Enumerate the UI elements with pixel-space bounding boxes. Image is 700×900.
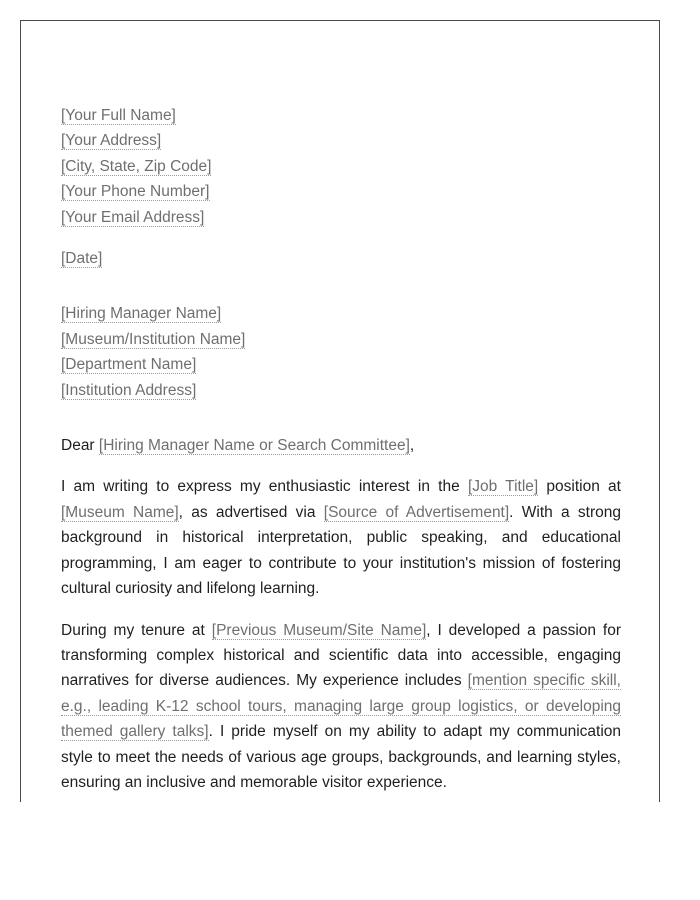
recipient-address: [Institution Address] — [61, 381, 197, 399]
para2-text-1: During my tenure at — [61, 621, 212, 639]
sender-city-state-zip: [City, State, Zip Code] — [61, 157, 212, 175]
para1-text-4: . With a strong background in historical interpretation, public speaking, and educational programming, I am eager to contribute to your institution's mission of fostering cultural curiosity and lifelong learning. — [61, 503, 621, 598]
salutation-prefix: Dear — [61, 437, 99, 455]
sender-phone: [Your Phone Number] — [61, 183, 210, 201]
letter-date: [Date] — [61, 250, 103, 268]
sender-block — [61, 103, 621, 230]
sender-address: [Your Address] — [61, 132, 162, 150]
skill-placeholder: [mention specific skill, e.g., leading K-12 school tours, managing large group logistics, or developing themed gallery talks] — [61, 672, 621, 741]
paragraph-intro — [61, 474, 621, 601]
para2-text-2: , I developed a passion for transforming complex historical and scientific data into accessible, engaging narratives for diverse audiences. My experience includes — [61, 621, 621, 690]
para1-text-1: I am writing to express my enthusiastic interest in the — [61, 478, 468, 496]
salutation-placeholder: [Hiring Manager Name or Search Committee] — [98, 437, 410, 455]
para1-text-3: , as advertised via — [178, 503, 324, 521]
recipient-department: [Department Name] — [61, 356, 197, 374]
sender-full-name: [Your Full Name] — [61, 107, 176, 124]
recipient-manager: [Hiring Manager Name] — [61, 305, 222, 323]
sender-email: [Your Email Address] — [61, 208, 205, 226]
job-title-placeholder: [Job Title] — [467, 478, 539, 496]
date-block — [61, 246, 621, 271]
museum-name-placeholder: [Museum Name] — [61, 503, 179, 521]
para2-text-3: . I pride myself on my ability to adapt my communication style to meet the needs of various age groups, backgrounds, and learning styles, ensuring an inclusive and memorable visitor experience. — [61, 723, 622, 791]
para1-text-2: position at — [538, 478, 621, 496]
letter-page — [20, 20, 660, 802]
source-placeholder: [Source of Advertisement] — [323, 503, 510, 521]
paragraph-experience — [61, 618, 621, 796]
letter-body — [61, 103, 621, 795]
salutation — [61, 433, 621, 458]
salutation-suffix: , — [409, 437, 415, 455]
recipient-institution: [Museum/Institution Name] — [61, 330, 246, 348]
recipient-block — [61, 301, 621, 403]
previous-site-placeholder: [Previous Museum/Site Name] — [211, 621, 427, 639]
